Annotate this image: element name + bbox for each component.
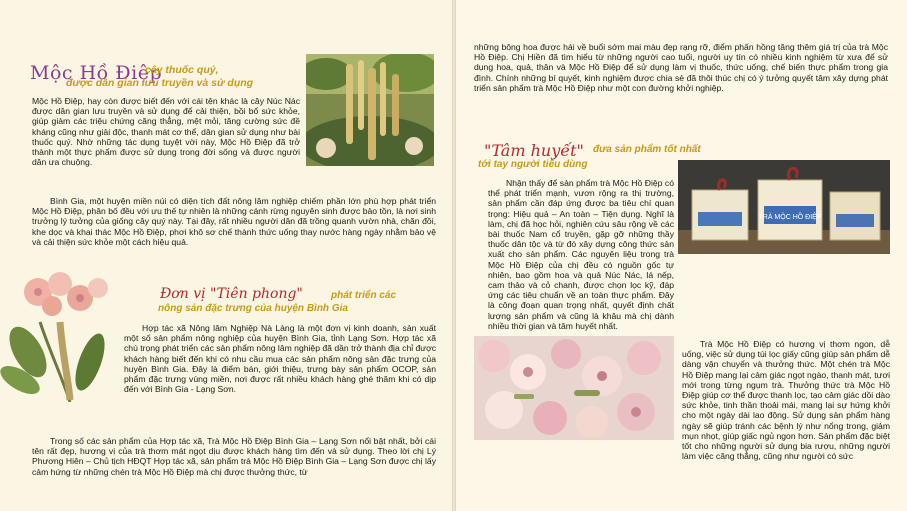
section-subheading-dedication-line2: tới tay người tiêu dùng	[478, 159, 588, 170]
cooperative-paragraph: Hợp tác xã Nông lâm Nghiệp Nà Làng là một đơn vị kinh doanh, sản xuất một số sản phẩm nông nghiệp của huyện Bình Gia, tỉnh Lạng Sơn. Hợp tác xã chú trọng phát triển các sản phẩm nông lâm nghiệp đã dần trở thành địa chỉ được khách hàng biết đến khi có nhu cầu mua các sản phẩm nông sản đặc trưng của huyện Bình Gia. Đây là điểm bán, giới thiệu, trưng bày sản phẩm OCOP, sản phẩm đặc trưng vùng miền, nơi được rất nhiều khách hàng ghé thăm khi có dịp đến với Bình Gia - Lạng Sơn.	[124, 323, 436, 395]
intro-paragraph: Mộc Hồ Điệp, hay còn được biết đến với cái tên khác là cây Núc Nác được dân gian lưu truyền và sử dụng để cải thiện, bồi bổ sức khỏe, giúp giảm các triệu chứng căng thẳng, mệt mỏi, tăng cường sức đề kháng cũng như giải độc, thanh mát cơ thể, dân gian sử dụng như bài thuốc quý. Nhờ những tác dụng tuyệt vời này, Mộc Hồ Điệp đã trở thành một thực phẩm được sử dụng trong đời sống và được người dân ưa chuộng.	[32, 96, 300, 168]
tree-pods-illustration	[306, 54, 434, 166]
taste-text: Trà Mộc Hồ Điệp có hương vị thơm ngon, dễ uống, việc sử dụng túi lọc giấy cũng giúp sản phẩm dễ dàng vận chuyển và thưởng thức. Một chén trà Mộc Hồ Điệp mang lại cảm giác ngọt ngào, thanh mát, tươi mới trong từng ngụm trà. Thưởng thức trà Mộc Hồ Điệp giúp cơ thể được thanh lọc, tạo cảm giác dồi dào sức khỏe, tinh thần thoải mái, mang lại sự hứng khởi cho một ngày dài lao động. Sử dụng sản phẩm hàng ngày sẽ giúp tránh các bệnh lý như nổng trong, giảm mụn nhọt, giúp giấc ngủ ngon hơn. Sản phẩm đặc biệt tốt cho những người sử dụng bia rượu, những người làm việc căng thẳng, cũng như người có sức	[682, 339, 890, 462]
flower-origin-paragraph: những bông hoa được hái về buổi sớm mai màu đẹp rạng rỡ, điểm phấn hồng tăng thêm giá trị của trà Mộc Hồ Điệp. Chị Hiền đã tìm hiểu từ những người cao tuổi, người uy tín có nhiều kinh nghiệm từ xưa để sử dụng hoa, quả, thân và Mộc Hồ Điệp để sử dụng làm vị thuốc, thức uống, chế biến thực phẩm trong gia đình. Chính những bí quyết, kinh nghiệm được chia sẻ đã thôi thúc chị có ý tưởng quyết tâm xây dựng phát triển sản phẩm trà Mộc Hồ Điệp như một con đường khởi nghiệp.	[474, 42, 888, 93]
dried-flowers-picture	[474, 336, 674, 440]
article-subtitle-line1: cây thuốc quý,	[145, 64, 219, 76]
article-subtitle-line2: được dân gian lưu truyền và sử dụng	[66, 77, 254, 89]
criteria-text: Nhận thấy để sản phẩm trà Mộc Hồ Điệp có thể phát triển mạnh, vươn rộng ra thị trường, sản phẩm cần đáp ứng được ba tiêu chí quan trọng: Hiệu quả – An toàn – Tiện dụng. Nghĩ là làm, chị đã học hỏi, nghiên cứu sâu rộng về các bài thuốc Nam cổ truyền, gặp gỡ những thầy thuốc dân tộc và từ đó xây dựng công thức sản xuất cho sản phẩm. Các nguyên liệu trong trà Mộc Hồ Điệp của chị đều có nguồn gốc tự nhiên, bao gồm hoa và quả Núc Nác, lá nếp, cam thảo và cỏ chanh, được chọn lọc kỹ, đáp ứng các tiêu chuẩn về an toàn thực phẩm. Đây là công đoạn quan trọng nhất, quyết định chất lượng sản phẩm và cũng là khâu mà chị dành nhiều thời gian và tâm huyết nhất.	[488, 178, 674, 331]
tea-boxes-picture	[678, 160, 890, 254]
criteria-paragraph-top	[488, 178, 674, 331]
tree-pods-photo	[306, 54, 434, 166]
article-title: Mộc Hồ Điệp	[30, 62, 163, 84]
dried-flowers-photo	[474, 336, 674, 440]
region-paragraph: Bình Gia, một huyện miền núi có diện tích đất nông lâm nghiệp chiếm phần lớn phù hợp phát triển Mộc Hồ Điệp, phân bố đều với ưu thế tự nhiên là những cánh rừng nguyên sinh được bảo tồn, là nơi sinh trưởng lý tưởng của giống cây quý này. Tại đây, rất nhiều người dân đã trồng quanh vườn nhà, chăn đồi, khe dọc và khai thác Mộc Hồ Điệp, phơi khô sơ chế thành thức uống thay nước hàng ngày nhằm bảo vệ và cải thiện sức khỏe một cách hiệu quả.	[32, 196, 436, 247]
left-page	[0, 0, 452, 511]
section-heading-pioneer: Đơn vị "Tiên phong"	[160, 286, 303, 302]
section-heading-dedication: "Tâm huyết"	[484, 141, 584, 160]
section-subheading-line2: nông sản đặc trưng của huyện Bình Gia	[158, 303, 348, 314]
taste-paragraph	[682, 339, 890, 461]
box-label: TRÀ MỘC HỒ ĐIỆP	[758, 214, 822, 221]
product-origin-paragraph: Trong số các sản phẩm của Hợp tác xã, Trà Mộc Hồ Điệp Bình Gia – Lạng Sơn nổi bật nhất, bởi cái tên rất đẹp, hương vị của trà thơm mát ngọt dịu được khách hàng tìm đến và sử dụng. Theo lời chị Lý Phương Hiên – Chủ tịch HĐQT Hợp tác xã, sản phẩm trà Mộc Hồ Điệp Bình Gia – Lạng Sơn được chị lấy cảm hứng từ những chén trà Mộc Hồ Điệp mà chị được thưởng thức, từ	[32, 436, 436, 477]
section-subheading-line1: phát triển các	[331, 290, 397, 301]
right-page	[456, 0, 907, 511]
section-subheading-dedication-line1: đưa sản phẩm tốt nhất	[593, 144, 701, 155]
product-box-photo	[678, 160, 890, 254]
